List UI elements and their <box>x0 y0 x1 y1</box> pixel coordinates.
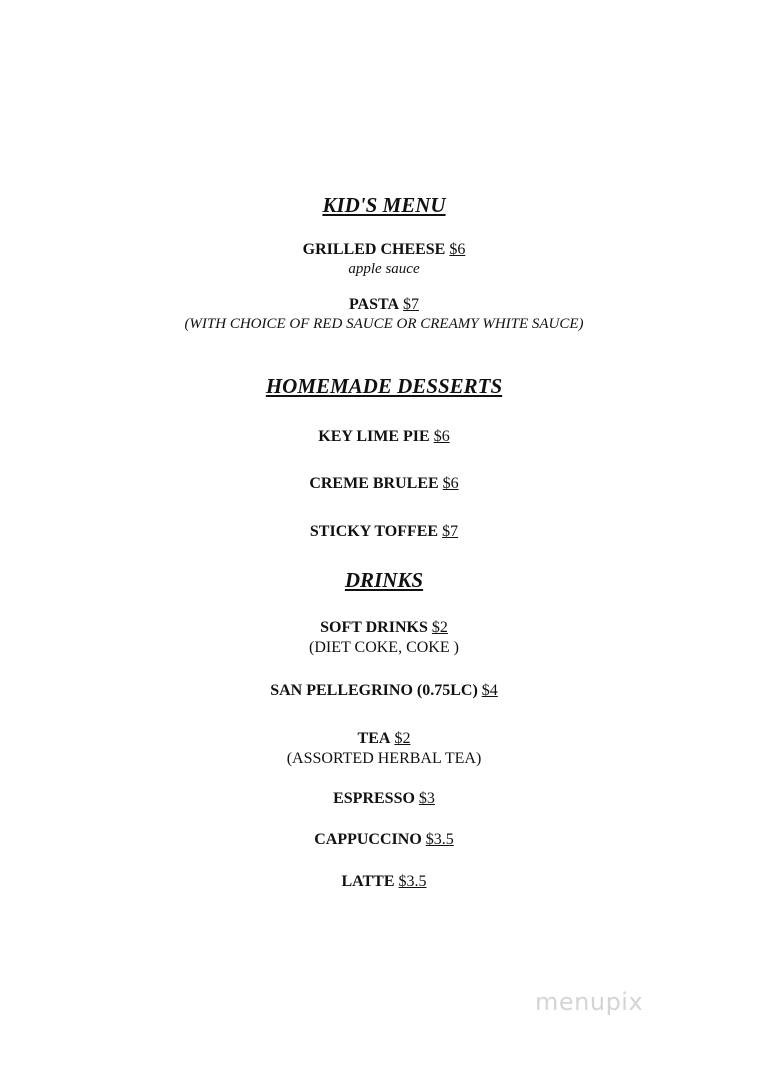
item-price: $3 <box>418 790 435 807</box>
item-name: GRILLED CHEESE <box>302 241 446 258</box>
menu-item-key-lime-pie <box>0 427 768 447</box>
item-price: $6 <box>433 428 450 445</box>
menu-item-grilled-cheese <box>0 240 768 260</box>
item-note: (ASSORTED HERBAL TEA) <box>286 750 482 767</box>
item-note: (DIET COKE, COKE ) <box>309 639 459 656</box>
item-name: SOFT DRINKS <box>320 619 428 636</box>
menu-item-creme-brulee <box>0 474 768 494</box>
item-name: STICKY TOFFEE <box>309 523 439 540</box>
item-name: SAN PELLEGRINO (0.75LC) <box>270 682 478 699</box>
item-price: $2 <box>394 730 411 747</box>
item-name: LATTE <box>341 873 395 890</box>
item-note: (WITH CHOICE OF RED SAUCE OR CREAMY WHITE SAUCE) <box>184 316 584 332</box>
item-price: $4 <box>481 682 498 699</box>
menu-item-latte <box>0 872 768 892</box>
menu-item-sticky-toffee <box>0 522 768 542</box>
item-price: $3.5 <box>425 831 454 848</box>
item-name: PASTA <box>348 296 400 313</box>
desserts-heading: HOMEMADE DESSERTS <box>265 374 503 398</box>
item-name: TEA <box>357 730 391 747</box>
menu-item-san-pellegrino <box>0 681 768 701</box>
item-name: KEY LIME PIE <box>318 428 430 445</box>
item-name: CREME BRULEE <box>309 475 439 492</box>
drinks-heading: DRINKS <box>344 568 424 592</box>
item-price: $6 <box>442 475 459 492</box>
item-price: $7 <box>442 523 459 540</box>
menu-item-cappuccino <box>0 830 768 850</box>
item-name: CAPPUCCINO <box>314 831 422 848</box>
item-name: ESPRESSO <box>333 790 415 807</box>
menu-item-pasta <box>0 295 768 315</box>
menu-item-tea <box>0 729 768 749</box>
item-price: $6 <box>449 241 466 258</box>
menupix-watermark: menupix <box>535 988 644 1016</box>
item-price: $7 <box>403 296 420 313</box>
menu-item-espresso <box>0 789 768 809</box>
item-price: $2 <box>431 619 448 636</box>
menu-item-soft-drinks <box>0 618 768 638</box>
item-price: $3.5 <box>398 873 427 890</box>
item-note: apple sauce <box>348 261 420 277</box>
kids-menu-heading: KID'S MENU <box>322 193 446 217</box>
